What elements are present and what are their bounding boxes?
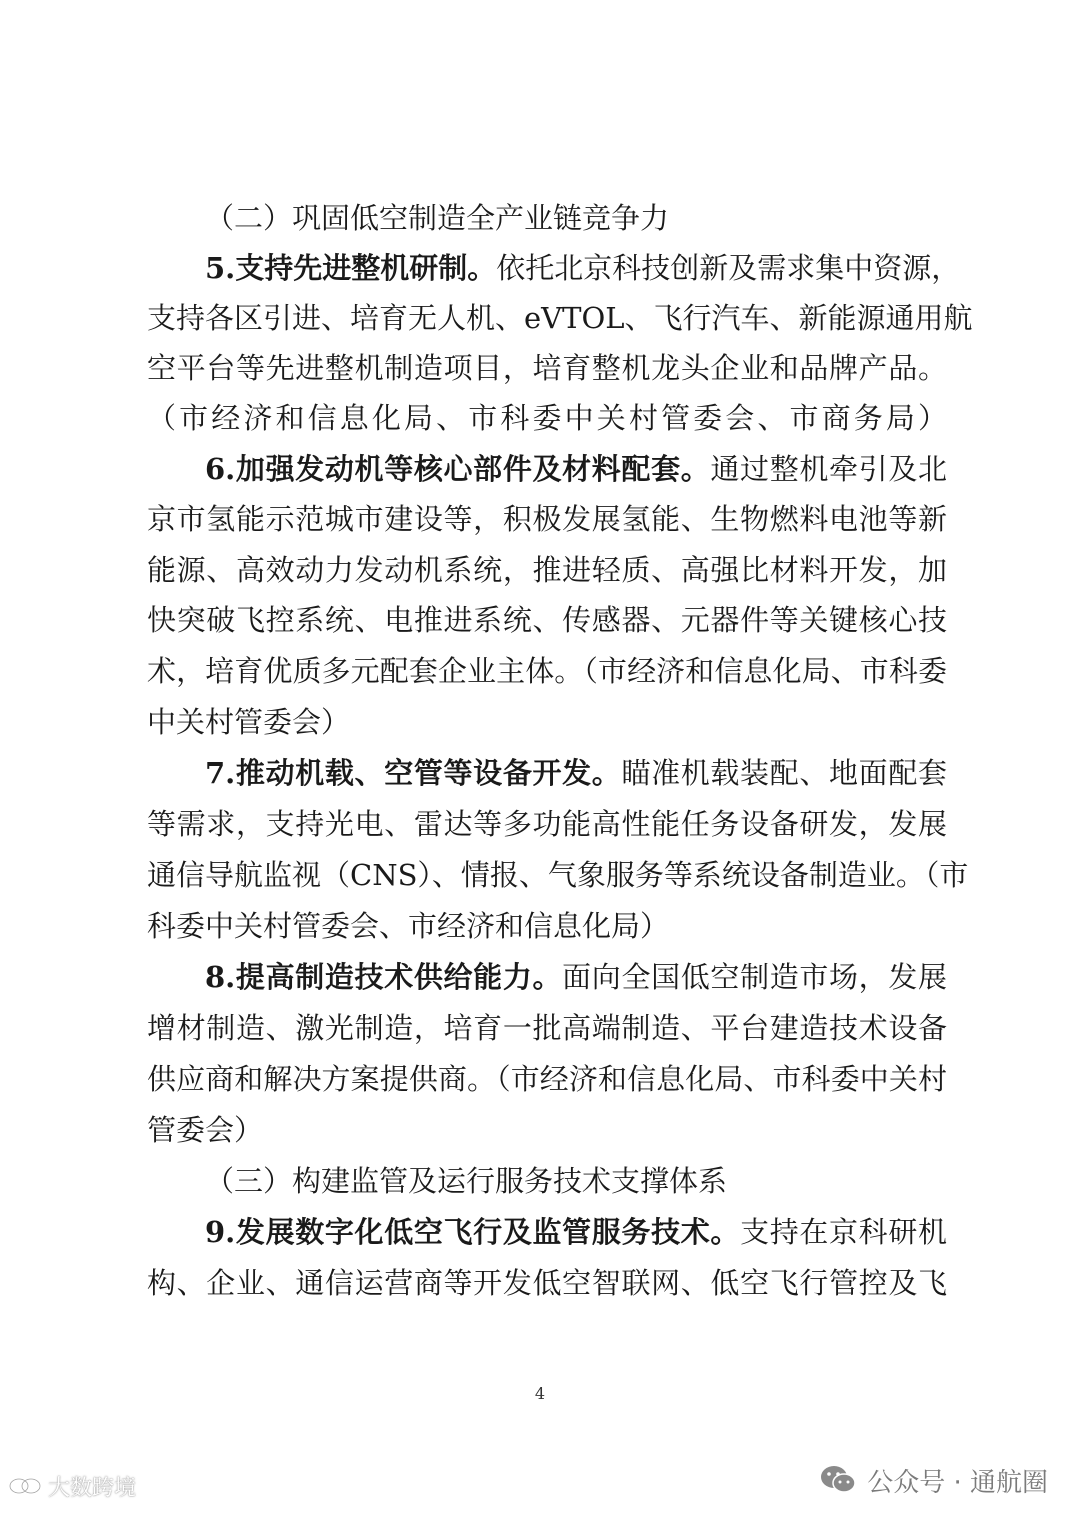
line-text: 等需求，支持光电、雷达等多功能高性能任务设备研发，发展 — [147, 807, 947, 841]
line-text: 快突破飞控系统、电推进系统、传感器、元器件等关键核心技 — [147, 603, 947, 637]
text-line — [205, 1212, 947, 1252]
line-text: 通信导航监视（CNS）、情报、气象服务等系统设备制造业。（市 — [147, 858, 969, 892]
line-text: 科委中关村管委会、市经济和信息化局） — [147, 909, 670, 943]
line-text: 京市氢能示范城市建设等，积极发展氢能、生物燃料电池等新 — [147, 502, 947, 536]
text-line — [147, 298, 973, 338]
text-line — [147, 1263, 947, 1303]
section-heading — [205, 1161, 1005, 1201]
text-line — [205, 753, 947, 793]
line-text: 通过整机牵引及北 — [710, 452, 947, 486]
line-text: （二）巩固低空制造全产业链竞争力 — [205, 201, 670, 235]
link-chain-icon — [8, 1475, 42, 1497]
text-line — [147, 855, 969, 895]
line-text: 支持各区引进、培育无人机、eVTOL、飞行汽车、新能源通用航 — [147, 301, 973, 335]
page-number: 4 — [534, 1384, 546, 1403]
text-line — [147, 600, 947, 640]
wechat-icon — [819, 1464, 857, 1496]
text-line — [147, 499, 947, 539]
text-line — [147, 1008, 947, 1048]
text-line — [147, 1110, 947, 1150]
text-line — [147, 906, 947, 946]
line-text: 构、企业、通信运营商等开发低空智联网、低空飞行管控及飞 — [147, 1266, 947, 1300]
text-line — [147, 398, 947, 438]
line-text: （三）构建监管及运行服务技术支撑体系 — [205, 1164, 728, 1198]
text-line — [147, 651, 947, 691]
line-text: 依托北京科技创新及需求集中资源， — [496, 251, 961, 285]
line-text: 供应商和解决方案提供商。（市经济和信息化局、市科委中关村 — [147, 1062, 947, 1096]
line-text: 能源、高效动力发动机系统，推进轻质、高强比材料开发，加 — [147, 553, 947, 587]
line-text: 面向全国低空制造市场，发展 — [562, 960, 947, 994]
line-text: 支持在京科研机 — [740, 1215, 947, 1249]
item-heading: 6.加强发动机等核心部件及材料配套。 — [205, 452, 711, 486]
text-line — [205, 957, 947, 997]
line-text: 增材制造、激光制造，培育一批高端制造、平台建造技术设备 — [147, 1011, 947, 1045]
line-text: 管委会） — [147, 1113, 264, 1147]
item-heading: 8.提高制造技术供给能力。 — [205, 960, 563, 994]
text-line — [205, 248, 961, 288]
line-text: 中关村管委会） — [147, 705, 351, 739]
text-line — [147, 702, 947, 742]
text-line — [205, 449, 947, 489]
watermark-right — [819, 1458, 1048, 1502]
line-text: （市经济和信息化局、市科委中关村管委会、市商务局） — [147, 401, 947, 435]
section-heading — [205, 198, 1005, 238]
item-heading: 9.发展数字化低空飞行及监管服务技术。 — [205, 1215, 741, 1249]
text-line — [147, 804, 947, 844]
text-line — [147, 1059, 947, 1099]
watermark-right-text: 公众号 · 通航圈 — [867, 1467, 1048, 1498]
item-heading: 7.推动机载、空管等设备开发。 — [205, 756, 622, 790]
line-text: 术，培育优质多元配套企业主体。（市经济和信息化局、市科委 — [147, 654, 947, 688]
line-text: 瞄准机载装配、地面配套 — [621, 756, 947, 790]
item-heading: 5.支持先进整机研制。 — [205, 251, 497, 285]
watermark-left-text: 大数跨境 — [48, 1475, 137, 1501]
watermark-left — [8, 1466, 136, 1506]
text-line — [147, 550, 947, 590]
line-text: 空平台等先进整机制造项目，培育整机龙头企业和品牌产品。 — [147, 351, 947, 385]
text-line — [147, 348, 947, 388]
